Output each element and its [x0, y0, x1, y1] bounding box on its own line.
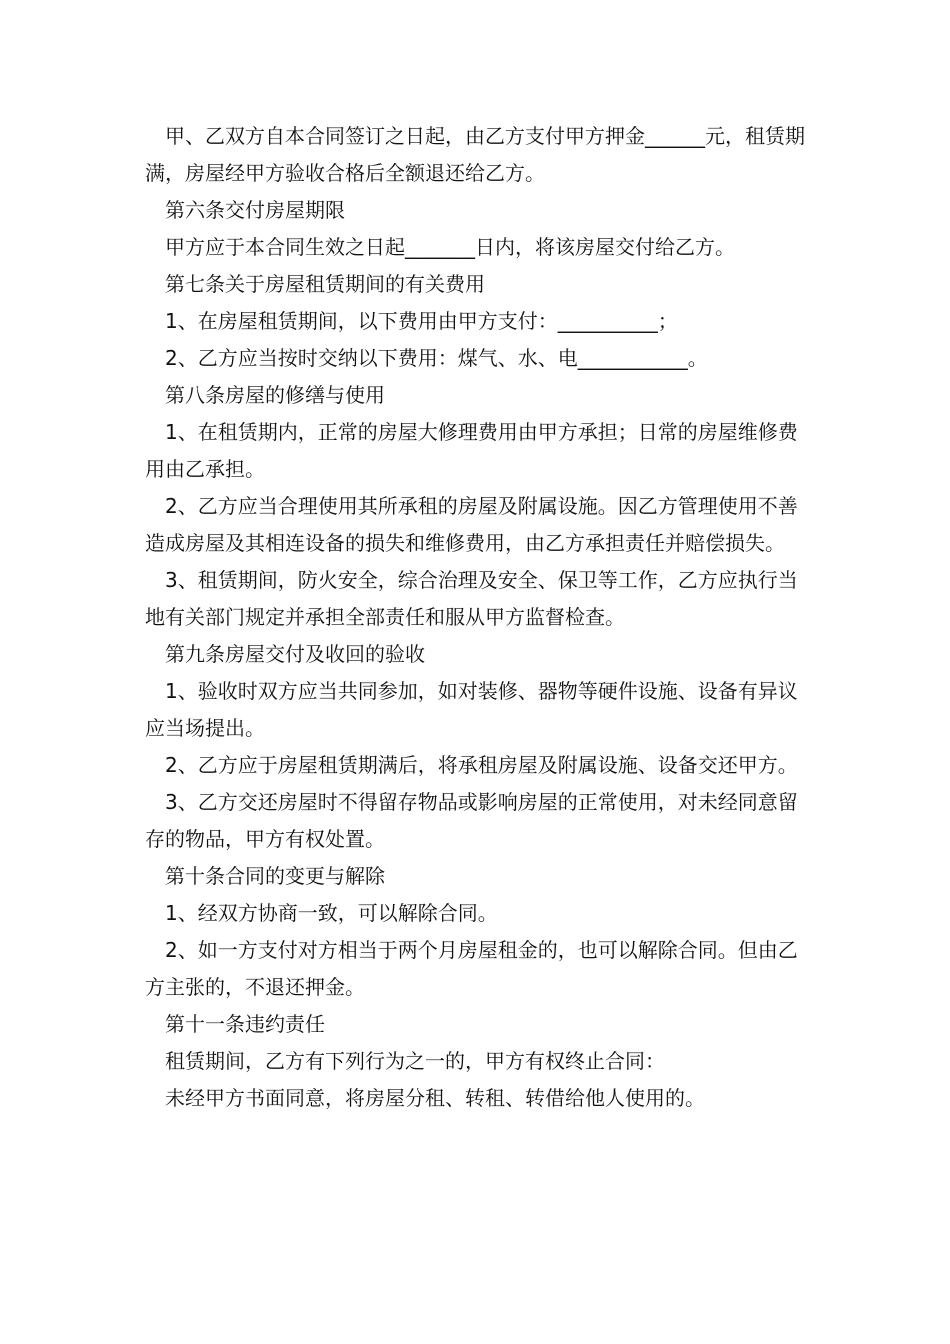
paragraph-inspection-2: 2、乙方应于房屋租赁期满后，将承租房屋及附属设施、设备交还甲方。	[165, 753, 798, 777]
paragraph-termination-2: 2、如一方支付对方相当于两个月房屋租金的，也可以解除合同。但由乙方主张的，不退还押金。	[145, 938, 798, 999]
article-9-heading: 第九条房屋交付及收回的验收	[165, 642, 425, 666]
paragraph-repair-3: 3、租赁期间，防火安全，综合治理及安全、保卫等工作，乙方应执行当地有关部门规定并承担全部责任和服从甲方监督检查。	[145, 568, 798, 629]
paragraph-fees-party-b: 2、乙方应当按时交纳以下费用：煤气、水、电___________。	[165, 346, 708, 370]
article-10-heading: 第十条合同的变更与解除	[165, 864, 385, 888]
paragraph-delivery-deadline: 甲方应于本合同生效之日起_______日内，将该房屋交付给乙方。	[165, 235, 735, 259]
paragraph-inspection-1: 1、验收时双方应当共同参加，如对装修、器物等硬件设施、设备有异议应当场提出。	[145, 679, 798, 740]
paragraph-deposit: 甲、乙双方自本合同签订之日起，由乙方支付甲方押金______元，租赁期满，房屋经甲方验收合格后全额退还给乙方。	[145, 124, 805, 185]
paragraph-breach-sublet: 未经甲方书面同意，将房屋分租、转租、转借给他人使用的。	[165, 1086, 705, 1110]
article-11-heading: 第十一条违约责任	[165, 1012, 325, 1036]
paragraph-breach-intro: 租赁期间，乙方有下列行为之一的，甲方有权终止合同：	[165, 1049, 665, 1073]
article-8-heading: 第八条房屋的修缮与使用	[165, 383, 385, 407]
paragraph-repair-2: 2、乙方应当合理使用其所承租的房屋及附属设施。因乙方管理使用不善造成房屋及其相连设备的损失和维修费用，由乙方承担责任并赔偿损失。	[145, 494, 798, 555]
paragraph-termination-1: 1、经双方协商一致，可以解除合同。	[165, 901, 498, 925]
paragraph-fees-party-a: 1、在房屋租赁期间，以下费用由甲方支付：__________；	[165, 309, 678, 333]
paragraph-repair-1: 1、在租赁期内，正常的房屋大修理费用由甲方承担；日常的房屋维修费用由乙承担。	[145, 420, 798, 481]
article-7-heading: 第七条关于房屋租赁期间的有关费用	[165, 272, 485, 296]
article-6-heading: 第六条交付房屋期限	[165, 198, 345, 222]
document-body	[145, 118, 813, 1117]
paragraph-inspection-3: 3、乙方交还房屋时不得留存物品或影响房屋的正常使用，对未经同意留存的物品，甲方有权处置。	[145, 790, 798, 851]
